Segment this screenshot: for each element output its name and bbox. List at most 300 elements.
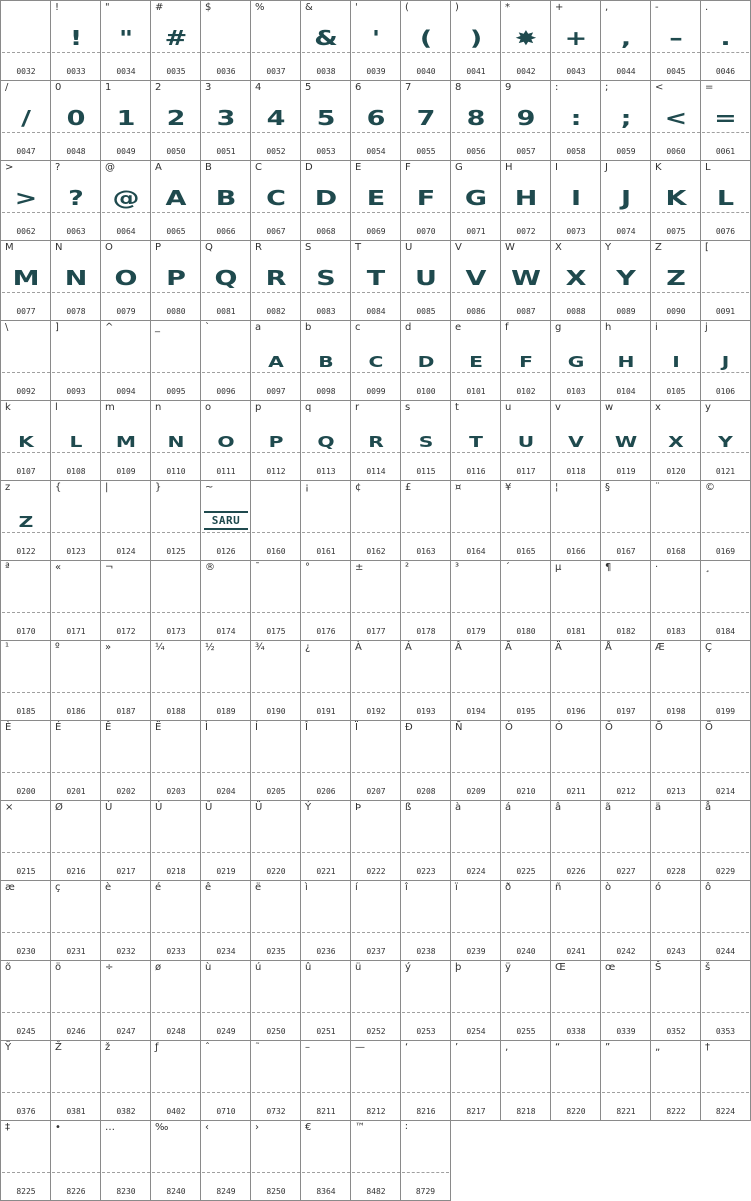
char-label: Ü bbox=[255, 802, 263, 813]
char-code: 0085 bbox=[416, 307, 436, 316]
char-code: 0186 bbox=[66, 707, 86, 716]
glyph-cell bbox=[500, 240, 551, 321]
char-label: p bbox=[255, 402, 262, 413]
baseline-guide bbox=[502, 532, 550, 533]
glyph-cell bbox=[0, 640, 51, 721]
glyph-cell bbox=[300, 800, 351, 881]
glyph-cell bbox=[450, 960, 501, 1041]
char-label: ¹ bbox=[5, 642, 10, 653]
baseline-guide bbox=[52, 372, 100, 373]
char-label: € bbox=[305, 1122, 312, 1133]
char-code: 0180 bbox=[516, 627, 536, 636]
glyph-preview: ! bbox=[69, 26, 83, 50]
glyph-cell bbox=[150, 640, 201, 721]
char-code: 0111 bbox=[216, 467, 236, 476]
char-label: µ bbox=[555, 562, 562, 573]
baseline-guide bbox=[452, 212, 500, 213]
char-code: 8212 bbox=[366, 1107, 386, 1116]
glyph-cell bbox=[550, 80, 601, 161]
glyph-cell bbox=[250, 480, 301, 561]
baseline-guide bbox=[152, 1012, 200, 1013]
glyph-cell bbox=[150, 400, 201, 481]
char-label: “ bbox=[555, 1042, 561, 1053]
baseline-guide bbox=[152, 932, 200, 933]
glyph-cell bbox=[150, 160, 201, 241]
glyph-cell bbox=[400, 720, 451, 801]
glyph-cell bbox=[150, 320, 201, 401]
char-code: 0074 bbox=[616, 227, 636, 236]
glyph-cell bbox=[0, 240, 51, 321]
char-code: 0207 bbox=[366, 787, 386, 796]
baseline-guide bbox=[102, 692, 150, 693]
char-code: 0066 bbox=[216, 227, 236, 236]
glyph-preview: ; bbox=[620, 106, 632, 130]
glyph-cell bbox=[700, 800, 751, 881]
char-label: É bbox=[55, 722, 62, 733]
char-code: 0122 bbox=[16, 547, 36, 556]
glyph-preview: . bbox=[720, 26, 731, 50]
glyph-cell bbox=[450, 240, 501, 321]
char-label: Ó bbox=[555, 722, 563, 733]
char-code: 0197 bbox=[616, 707, 636, 716]
char-code: 0044 bbox=[616, 67, 636, 76]
char-code: 0120 bbox=[666, 467, 686, 476]
char-label: œ bbox=[605, 962, 616, 973]
char-code: 8226 bbox=[66, 1187, 86, 1196]
baseline-guide bbox=[502, 292, 550, 293]
glyph-cell bbox=[350, 960, 401, 1041]
char-code: 0086 bbox=[466, 307, 486, 316]
char-label: ¤ bbox=[455, 482, 462, 493]
baseline-guide bbox=[452, 532, 500, 533]
char-label: y bbox=[705, 402, 711, 413]
baseline-guide bbox=[502, 212, 550, 213]
baseline-guide bbox=[252, 52, 300, 53]
char-label: ( bbox=[405, 2, 409, 13]
char-code: 0114 bbox=[366, 467, 386, 476]
char-code: 0084 bbox=[366, 307, 386, 316]
glyph-preview: W bbox=[511, 266, 541, 290]
baseline-guide bbox=[402, 212, 450, 213]
glyph-preview: Q bbox=[317, 433, 335, 451]
char-code: 0376 bbox=[16, 1107, 36, 1116]
glyph-cell bbox=[50, 560, 101, 641]
char-code: 0201 bbox=[66, 787, 86, 796]
glyph-preview: S bbox=[316, 266, 336, 290]
char-label: m bbox=[105, 402, 115, 413]
char-label: £ bbox=[405, 482, 412, 493]
glyph-cell bbox=[150, 0, 201, 81]
glyph-cell bbox=[0, 0, 51, 81]
char-label: ð bbox=[505, 882, 512, 893]
baseline-guide bbox=[552, 132, 600, 133]
glyph-cell bbox=[350, 240, 401, 321]
glyph-preview: Y bbox=[616, 266, 636, 290]
glyph-preview: 8 bbox=[466, 106, 486, 130]
char-label: G bbox=[455, 162, 463, 173]
char-code: 0118 bbox=[566, 467, 586, 476]
char-code: 0166 bbox=[566, 547, 586, 556]
char-label: @ bbox=[105, 162, 115, 173]
char-label: ' bbox=[355, 2, 358, 13]
char-code: 0033 bbox=[66, 67, 86, 76]
char-label: × bbox=[5, 802, 14, 813]
char-label: I bbox=[555, 162, 558, 173]
glyph-preview: O bbox=[114, 266, 138, 290]
char-label: … bbox=[105, 1122, 115, 1133]
baseline-guide bbox=[552, 372, 600, 373]
glyph-cell bbox=[250, 560, 301, 641]
char-code: 0206 bbox=[316, 787, 336, 796]
baseline-guide bbox=[152, 452, 200, 453]
glyph-preview: V bbox=[465, 266, 487, 290]
glyph-cell bbox=[0, 720, 51, 801]
glyph-cell bbox=[350, 800, 401, 881]
glyph-cell bbox=[550, 800, 601, 881]
glyph-cell bbox=[650, 400, 701, 481]
baseline-guide bbox=[402, 1172, 449, 1173]
baseline-guide bbox=[502, 612, 550, 613]
baseline-guide bbox=[452, 612, 500, 613]
baseline-guide bbox=[302, 1172, 350, 1173]
baseline-guide bbox=[352, 132, 400, 133]
baseline-guide bbox=[102, 452, 150, 453]
char-label: \ bbox=[5, 322, 9, 333]
glyph-preview: M bbox=[12, 266, 40, 290]
glyph-cell bbox=[0, 1120, 51, 1201]
char-code: 0161 bbox=[316, 547, 336, 556]
glyph-preview: M bbox=[115, 433, 137, 451]
char-code: 0083 bbox=[316, 307, 336, 316]
char-code: 0200 bbox=[16, 787, 36, 796]
glyph-cell bbox=[700, 640, 751, 721]
char-code: 0056 bbox=[466, 147, 486, 156]
char-label: 7 bbox=[405, 82, 412, 93]
char-code: 0094 bbox=[116, 387, 136, 396]
baseline-guide bbox=[102, 612, 150, 613]
glyph-cell bbox=[450, 640, 501, 721]
baseline-guide bbox=[702, 372, 749, 373]
baseline-guide bbox=[2, 372, 50, 373]
baseline-guide bbox=[502, 852, 550, 853]
glyph-cell bbox=[400, 480, 451, 561]
baseline-guide bbox=[52, 532, 100, 533]
char-code: 0113 bbox=[316, 467, 336, 476]
char-label: E bbox=[355, 162, 362, 173]
char-code: 0070 bbox=[416, 227, 436, 236]
glyph-cell bbox=[400, 320, 451, 401]
glyph-cell bbox=[700, 320, 751, 401]
char-code: 8218 bbox=[516, 1107, 536, 1116]
glyph-cell bbox=[450, 0, 501, 81]
glyph-cell bbox=[350, 1120, 401, 1201]
glyph-cell bbox=[350, 320, 401, 401]
char-label: ÿ bbox=[505, 962, 511, 973]
glyph-cell bbox=[0, 800, 51, 881]
baseline-guide bbox=[602, 932, 650, 933]
char-code: 0076 bbox=[715, 227, 736, 236]
glyph-cell bbox=[350, 80, 401, 161]
baseline-guide bbox=[352, 612, 400, 613]
glyph-cell bbox=[250, 160, 301, 241]
char-label: Z bbox=[655, 242, 662, 253]
baseline-guide bbox=[52, 1172, 100, 1173]
baseline-guide bbox=[502, 692, 550, 693]
char-label: Æ bbox=[655, 642, 665, 653]
baseline-guide bbox=[252, 132, 300, 133]
glyph-preview: H bbox=[514, 186, 538, 210]
glyph-cell bbox=[100, 1120, 151, 1201]
glyph-cell bbox=[650, 320, 701, 401]
char-label: } bbox=[155, 482, 162, 493]
char-code: 0248 bbox=[166, 1027, 186, 1036]
char-label: þ bbox=[455, 962, 462, 973]
glyph-preview: B bbox=[318, 353, 334, 371]
char-code: 0095 bbox=[166, 387, 186, 396]
baseline-guide bbox=[302, 532, 350, 533]
char-label: h bbox=[605, 322, 612, 333]
glyph-preview: G bbox=[464, 186, 488, 210]
glyph-cell bbox=[50, 400, 101, 481]
baseline-guide bbox=[652, 772, 700, 773]
glyph-cell bbox=[700, 880, 751, 961]
char-code: 0164 bbox=[466, 547, 486, 556]
baseline-guide bbox=[302, 132, 350, 133]
baseline-guide bbox=[102, 292, 150, 293]
baseline-guide bbox=[352, 852, 400, 853]
glyph-cell bbox=[250, 1040, 301, 1121]
char-code: 0089 bbox=[616, 307, 636, 316]
char-label: : bbox=[555, 82, 559, 93]
char-code: 0163 bbox=[416, 547, 436, 556]
char-code: 0040 bbox=[416, 67, 436, 76]
char-code: 8224 bbox=[715, 1107, 736, 1116]
glyph-cell bbox=[100, 400, 151, 481]
glyph-cell bbox=[200, 960, 251, 1041]
char-label: ¦ bbox=[555, 482, 559, 493]
glyph-preview: A bbox=[268, 353, 284, 371]
char-code: 0173 bbox=[166, 627, 186, 636]
baseline-guide bbox=[52, 1012, 100, 1013]
baseline-guide bbox=[602, 372, 650, 373]
char-label: â bbox=[555, 802, 562, 813]
char-label: T bbox=[355, 242, 362, 253]
baseline-guide bbox=[102, 1092, 150, 1093]
char-label: < bbox=[655, 82, 664, 93]
char-label: o bbox=[205, 402, 212, 413]
char-code: 0100 bbox=[416, 387, 436, 396]
baseline-guide bbox=[702, 612, 749, 613]
char-label: 2 bbox=[155, 82, 162, 93]
glyph-cell bbox=[50, 0, 101, 81]
glyph-cell bbox=[350, 640, 401, 721]
char-label: ¥ bbox=[505, 482, 512, 493]
char-code: 0092 bbox=[16, 387, 36, 396]
glyph-preview: – bbox=[669, 26, 683, 50]
char-label: ¯ bbox=[255, 562, 260, 573]
baseline-guide bbox=[602, 772, 650, 773]
char-code: 0198 bbox=[666, 707, 686, 716]
char-label: Ï bbox=[355, 722, 358, 733]
glyph-cell bbox=[50, 960, 101, 1041]
char-code: 0162 bbox=[366, 547, 386, 556]
glyph-cell bbox=[250, 0, 301, 81]
glyph-cell bbox=[550, 160, 601, 241]
char-code: 0228 bbox=[666, 867, 686, 876]
char-label: é bbox=[155, 882, 162, 893]
char-label: ë bbox=[255, 882, 262, 893]
char-label: Â bbox=[455, 642, 462, 653]
char-label: L bbox=[705, 162, 711, 173]
glyph-cell bbox=[450, 560, 501, 641]
glyph-cell bbox=[600, 160, 651, 241]
glyph-cell bbox=[550, 640, 601, 721]
char-label: Y bbox=[605, 242, 612, 253]
glyph-preview: : bbox=[570, 106, 582, 130]
glyph-cell bbox=[200, 880, 251, 961]
char-code: 0226 bbox=[566, 867, 586, 876]
char-code: 8211 bbox=[316, 1107, 336, 1116]
baseline-guide bbox=[602, 532, 650, 533]
glyph-cell bbox=[450, 160, 501, 241]
char-code: 0043 bbox=[566, 67, 586, 76]
glyph-cell bbox=[250, 720, 301, 801]
char-code: 8250 bbox=[266, 1187, 286, 1196]
char-label: ï bbox=[455, 882, 458, 893]
baseline-guide bbox=[502, 52, 550, 53]
char-label: Ê bbox=[105, 722, 112, 733]
char-code: 0098 bbox=[316, 387, 336, 396]
baseline-guide bbox=[202, 52, 250, 53]
glyph-cell bbox=[700, 400, 751, 481]
char-label: = bbox=[705, 82, 714, 93]
char-label: ô bbox=[705, 882, 712, 893]
char-code: 0176 bbox=[316, 627, 336, 636]
char-label: § bbox=[605, 482, 610, 493]
char-code: 0037 bbox=[266, 67, 286, 76]
glyph-preview: I bbox=[570, 186, 582, 210]
baseline-guide bbox=[152, 1092, 200, 1093]
char-code: 0233 bbox=[166, 947, 186, 956]
glyph-cell bbox=[0, 1040, 51, 1121]
baseline-guide bbox=[302, 292, 350, 293]
baseline-guide bbox=[252, 612, 300, 613]
char-code: 0227 bbox=[616, 867, 636, 876]
glyph-cell bbox=[150, 1040, 201, 1121]
char-label: & bbox=[305, 2, 313, 13]
char-label: í bbox=[355, 882, 358, 893]
glyph-cell bbox=[350, 400, 401, 481]
char-label: 5 bbox=[305, 82, 312, 93]
char-code: 0107 bbox=[16, 467, 36, 476]
char-code: 0237 bbox=[366, 947, 386, 956]
char-label: õ bbox=[5, 962, 12, 973]
glyph-cell bbox=[200, 0, 251, 81]
char-label: 3 bbox=[205, 82, 212, 93]
char-label: ƒ bbox=[155, 1042, 159, 1053]
char-label: š bbox=[705, 962, 711, 973]
char-code: 0054 bbox=[366, 147, 386, 156]
glyph-cell bbox=[700, 1040, 751, 1121]
glyph-cell bbox=[550, 480, 601, 561]
baseline-guide bbox=[302, 692, 350, 693]
char-label: % bbox=[255, 2, 265, 13]
char-label: Ø bbox=[55, 802, 63, 813]
baseline-guide bbox=[152, 1172, 200, 1173]
char-label: „ bbox=[655, 1042, 661, 1053]
char-code: 0050 bbox=[166, 147, 186, 156]
char-code: 8216 bbox=[416, 1107, 436, 1116]
char-label: ³ bbox=[455, 562, 460, 573]
char-code: 0110 bbox=[166, 467, 186, 476]
glyph-cell bbox=[550, 320, 601, 401]
char-label: ª bbox=[5, 562, 10, 573]
char-label: Ÿ bbox=[5, 1042, 12, 1053]
glyph-cell bbox=[450, 80, 501, 161]
glyph-cell bbox=[400, 400, 451, 481]
char-label: j bbox=[705, 322, 708, 333]
baseline-guide bbox=[402, 932, 450, 933]
char-label: ¾ bbox=[255, 642, 265, 653]
char-label: 9 bbox=[505, 82, 512, 93]
baseline-guide bbox=[602, 852, 650, 853]
glyph-cell bbox=[500, 320, 551, 401]
char-code: 0053 bbox=[316, 147, 336, 156]
char-label: ‡ bbox=[5, 1122, 10, 1133]
baseline-guide bbox=[252, 692, 300, 693]
glyph-cell bbox=[400, 800, 451, 881]
baseline-guide bbox=[652, 52, 700, 53]
baseline-guide bbox=[652, 1092, 700, 1093]
char-label: B bbox=[205, 162, 212, 173]
char-label: æ bbox=[5, 882, 15, 893]
glyph-cell bbox=[200, 720, 251, 801]
baseline-guide bbox=[352, 1172, 400, 1173]
glyph-cell bbox=[650, 720, 701, 801]
char-label: Ö bbox=[705, 722, 713, 733]
char-code: 0223 bbox=[416, 867, 436, 876]
char-label: i bbox=[655, 322, 658, 333]
baseline-guide bbox=[202, 1012, 250, 1013]
char-label: X bbox=[555, 242, 562, 253]
char-code: 0109 bbox=[116, 467, 136, 476]
char-label: - bbox=[655, 2, 659, 13]
glyph-cell bbox=[300, 240, 351, 321]
glyph-cell bbox=[50, 320, 101, 401]
glyph-cell bbox=[100, 560, 151, 641]
char-code: 0214 bbox=[715, 787, 736, 796]
char-code: 0069 bbox=[366, 227, 386, 236]
glyph-cell bbox=[450, 320, 501, 401]
char-label: k bbox=[5, 402, 11, 413]
glyph-cell bbox=[600, 0, 651, 81]
char-code: 0064 bbox=[116, 227, 136, 236]
char-code: 8225 bbox=[16, 1187, 36, 1196]
glyph-preview: / bbox=[21, 106, 31, 130]
char-label: ~ bbox=[205, 482, 214, 493]
glyph-cell bbox=[700, 160, 751, 241]
glyph-preview: # bbox=[164, 26, 188, 50]
baseline-guide bbox=[302, 212, 350, 213]
glyph-cell bbox=[550, 880, 601, 961]
char-label: x bbox=[655, 402, 661, 413]
char-label: 0 bbox=[55, 82, 62, 93]
baseline-guide bbox=[52, 852, 100, 853]
char-code: 0219 bbox=[216, 867, 236, 876]
char-code: 0217 bbox=[116, 867, 136, 876]
baseline-guide bbox=[152, 852, 200, 853]
baseline-guide bbox=[402, 852, 450, 853]
